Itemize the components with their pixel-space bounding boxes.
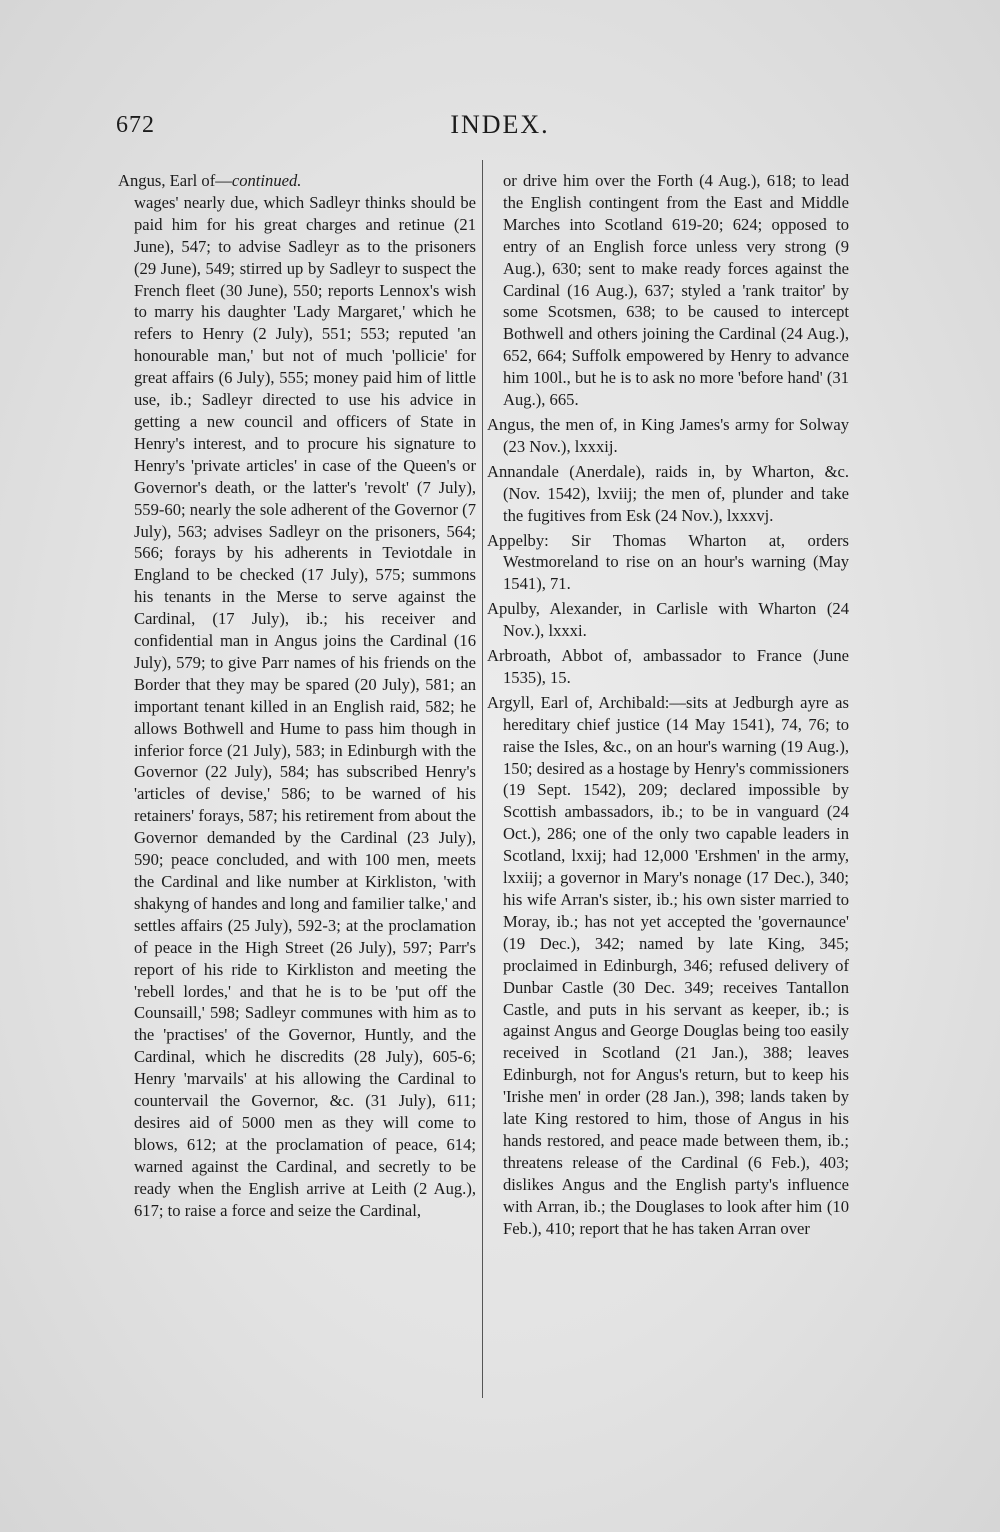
- running-head: INDEX.: [450, 110, 550, 139]
- column-divider: [482, 160, 483, 1398]
- page-number: 672: [116, 112, 155, 138]
- index-entry-heading: [118, 170, 476, 192]
- index-entry: Apulby, Alexander, in Carlisle with Wharton (24 Nov.), lxxxi.: [487, 599, 849, 641]
- entry-heading-text: Angus, Earl of—: [118, 171, 232, 190]
- index-entry: Annandale (Anerdale), raids in, by Wharton, &c. (Nov. 1542), lxviij; the men of, plunder and take the fugitives from Esk (24 Nov.), lxxxvj.: [487, 461, 849, 525]
- index-entry-continuation: wages' nearly due, which Sadleyr thinks should be paid him for his great charges and retinue (21 June), 547; to advise Sadleyr as to the prisoners (29 June), 549; stirred up by Sadleyr to suspect the French fleet (30 June), 550; reports Lennox's wish to marry his daughter 'Lady Margaret,' which he refers to Henry (2 July), 551; 553; reputed 'an honourable man,' but not of much 'pollicie' for great affairs (6 July), 555; money paid him of little use, ib.; Sadleyr directed to use his advice in getting a new council and officers of State in Henry's interest, and to procure his signature to Henry's 'private articles' in case of the Queen's or Governor's death, or the latter's 'revolt' (7 July), 559-60; nearly the sole adherent of the Governor (7 July), 563; advises Sadleyr on the prisoners, 564; 566; forays by his adherents in Teviotdale in England to be checked (17 July), 575; summons his tenants in the Merse to serve against the Cardinal, (17 July), ib.; his receiver and confidential man in Angus joins the Cardinal (16 July), 579; to give Parr names of his friends on the Border that they may be spared (20 July), 581; an important tenant killed in an English raid, 582; he allows Bothwell and Hume to pass him though in inferior force (21 July), 583; in Edinburgh with the Governor (22 July), 584; has subscribed Henry's 'articles of devise,' 586; to be warned of his retainers' forays, 587; his retirement from about the Governor demanded by the Cardinal (23 July), 590; peace concluded, and with 100 men, meets the Cardinal and like number at Kirkliston, 'with shakyng of handes and long and familier talke,' and settles affairs (25 July), 592-3; at the proclamation of peace in the High Street (26 July), 597; Parr's report of his ride to Kirkliston and meeting the 'rebell lordes,' and that he is to be 'put off the Counsaill,' 598; Sadleyr communes with him as to the 'practises' of the Governor, Huntly, and the Cardinal, which he discredits (28 July), 605-6; Henry 'marvails' at his allowing the Cardinal to countervail the Governor, &c. (31 July), 611; desires aid of 5000 men as they will come to blows, 612; at the proclamation of peace, 614; warned against the Cardinal, and secretly to be ready when the English arrive at Leith (2 Aug.), 617; to raise a force and seize the Cardinal,: [134, 192, 476, 1220]
- entry-heading-continued: continued.: [231, 171, 302, 190]
- index-entry: Argyll, Earl of, Archibald:—sits at Jedburgh ayre as hereditary chief justice (14 May 1541), 74, 76; to raise the Isles, &c., on an hour's warning (19 Aug.), 150; desired as a hostage by Henry's commissioners (19 Sept. 1542), 209; declared impossible by Scottish ambassadors, ib.; to be in vanguard (24 Oct.), 286; one of the only two capable leaders in Scotland, lxxij; had 12,000 'Ershmen' in the army, lxxiij; a governor in Mary's nonage (17 Dec.), 340; his wife Arran's sister, ib.; his own sister married to Moray, ib.; has not yet accepted the 'governaunce' (19 Dec.), 342; named by late King, 345; proclaimed in Edinburgh, 346; refused delivery of Dunbar Castle (30 Dec. 349; receives Tantallon Castle, and puts in his servant as keeper, ib.; is against Angus and George Douglas being too easily received in Scotland (21 Jan.), 388; leaves Edinburgh, not for Angus's return, but to keep his 'Irishe men' in order (28 Jan.), 398; lands taken by late King restored to him, those of Angus in his hands restored, and peace made between them, ib.; threatens release of the Cardinal (6 Feb.), 403; dislikes Angus and the English party's influence with Arran, ib.; the Douglases to look after him (10 Feb.), 410; report that he has taken Arran over: [487, 692, 849, 1238]
- index-entry: Arbroath, Abbot of, ambassador to France (June 1535), 15.: [487, 646, 849, 687]
- index-entry-continuation: or drive him over the Forth (4 Aug.), 618; to lead the English contingent from the East and Middle Marches into Scotland 619-20; 624; opposed to entry of an English force unless very strong (9 Aug.), 630; sent to make ready forces against the Cardinal (16 Aug.), 637; styled a 'rank traitor' by some Scotsmen, 638; to be caused to intercept Bothwell and others joining the Cardinal (24 Aug.), 652, 664; Suffolk empowered by Henry to advance him 100l., but he is to ask no more 'before hand' (31 Aug.), 665.: [503, 171, 849, 410]
- left-column: [118, 170, 476, 1222]
- page-header: [0, 112, 1000, 152]
- index-entry: Appelby: Sir Thomas Wharton at, orders Westmoreland to rise on an hour's warning (May 1541), 71.: [487, 530, 849, 594]
- right-column: [487, 170, 849, 1243]
- index-entry: Angus, the men of, in King James's army for Solway (23 Nov.), lxxxij.: [487, 414, 849, 456]
